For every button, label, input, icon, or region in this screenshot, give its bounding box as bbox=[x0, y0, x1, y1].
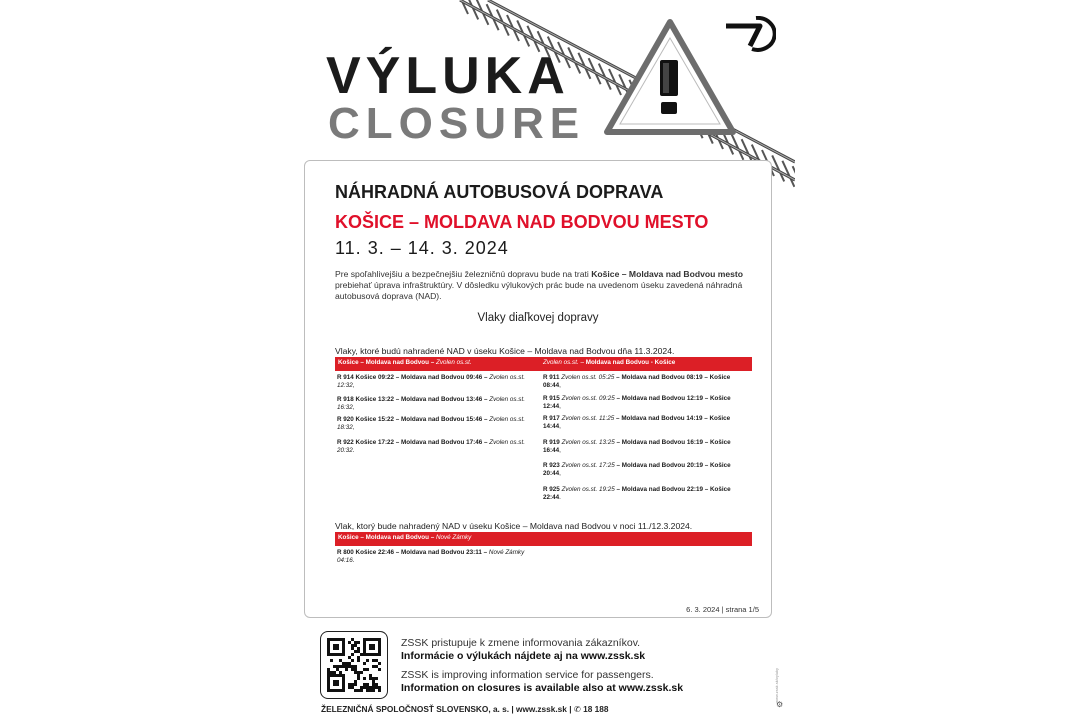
company-footer: ŽELEZNIČNÁ SPOLOČNOSŤ SLOVENSKO, a. s. | www.zssk.sk | ✆ 18 188 bbox=[321, 704, 609, 714]
section1-title: Vlaky, ktoré budú nahradené NAD v úseku Košice – Moldava nad Bodvou dňa 11.3.2024. bbox=[335, 346, 675, 356]
vertical-note: www.zssk.sk/vyluky bbox=[774, 668, 779, 703]
train-row-right: R 915 Zvolen os.st. 09:25 – Moldava nad Bodvou 12:19 – Košice 12:44, bbox=[543, 395, 731, 411]
qr-code-icon[interactable] bbox=[320, 631, 388, 699]
date-page-footnote: 6. 3. 2024 | strana 1/5 bbox=[686, 605, 759, 614]
intro-paragraph: Pre spoľahlivejšiu a bezpečnejšiu železničnú dopravu bude na trati Košice – Moldava nad Bodvou mesto prebiehať úprava infraštruktúry. V dôsledku výlukových prác bude na uvedenom úseku zavedená náhradná autobusová doprava (NAD). bbox=[335, 269, 744, 301]
title-vyluka: VÝLUKA bbox=[326, 47, 570, 105]
closure-dates: 11. 3. – 14. 3. 2024 bbox=[335, 238, 509, 258]
train-row-right: R 923 Zvolen os.st. 17:25 – Moldava nad Bodvou 20:19 – Košice 20:44, bbox=[543, 462, 731, 478]
route-title: KOŠICE – MOLDAVA NAD BODVOU MESTO bbox=[335, 212, 709, 232]
night-train-row: R 800 Košice 22:46 – Moldava nad Bodvou 23:11 – Nové Zámky 04:16. bbox=[337, 549, 525, 565]
info-en-line1: ZSSK is improving information service for passengers. bbox=[401, 669, 654, 681]
long-distance-subheading: Vlaky diaľkovej dopravy bbox=[477, 312, 599, 324]
right-direction-header: Zvolen os.st. – Moldava nad Bodvou - Košice bbox=[543, 359, 676, 366]
train-row-left: R 914 Košice 09:22 – Moldava nad Bodvou 09:46 – Zvolen os.st. 12:32, bbox=[337, 374, 525, 390]
train-row-left: R 918 Košice 13:22 – Moldava nad Bodvou 13:46 – Zvolen os.st. 16:32, bbox=[337, 396, 525, 412]
section2-header-bar bbox=[335, 532, 752, 546]
replacement-bus-heading: NÁHRADNÁ AUTOBUSOVÁ DOPRAVA bbox=[335, 182, 664, 202]
info-sk-line1: ZSSK pristupuje k zmene informovania zákazníkov. bbox=[401, 637, 641, 649]
train-row-right: R 917 Zvolen os.st. 11:25 – Moldava nad Bodvou 14:19 – Košice 14:44, bbox=[543, 415, 731, 431]
train-row-left: R 920 Košice 15:22 – Moldava nad Bodvou 15:46 – Zvolen os.st. 18:32, bbox=[337, 416, 525, 432]
title-closure: CLOSURE bbox=[328, 99, 586, 148]
night-direction-header: Košice – Moldava nad Bodvou – Nové Zámky bbox=[338, 534, 472, 541]
warning-triangle-icon bbox=[607, 22, 733, 132]
section1-header-bar bbox=[335, 357, 752, 371]
train-row-left: R 922 Košice 17:22 – Moldava nad Bodvou 17:46 – Zvolen os.st. 20:32. bbox=[337, 439, 525, 455]
train-row-right: R 919 Zvolen os.st. 13:25 – Moldava nad Bodvou 16:19 – Košice 16:44, bbox=[543, 439, 731, 455]
section2-title: Vlak, ktorý bude nahradený NAD v úseku Košice – Moldava nad Bodvou v noci 11./12.3.2024. bbox=[335, 521, 693, 531]
left-direction-header: Košice – Moldava nad Bodvou – Zvolen os.st. bbox=[338, 359, 472, 366]
info-en-line2: Information on closures is available also at www.zssk.sk bbox=[401, 682, 684, 694]
info-sk-line2: Informácie o výlukách nájdete aj na www.zssk.sk bbox=[401, 650, 646, 662]
gear-icon: ⚙ bbox=[776, 700, 784, 709]
zssk-logo-icon bbox=[722, 16, 776, 52]
notice-card bbox=[304, 160, 772, 618]
train-row-right: R 925 Zvolen os.st. 19:25 – Moldava nad Bodvou 22:19 – Košice 22:44. bbox=[543, 486, 731, 502]
train-row-right: R 911 Zvolen os.st. 05:25 – Moldava nad Bodvou 08:19 – Košice 08:44, bbox=[543, 374, 731, 390]
